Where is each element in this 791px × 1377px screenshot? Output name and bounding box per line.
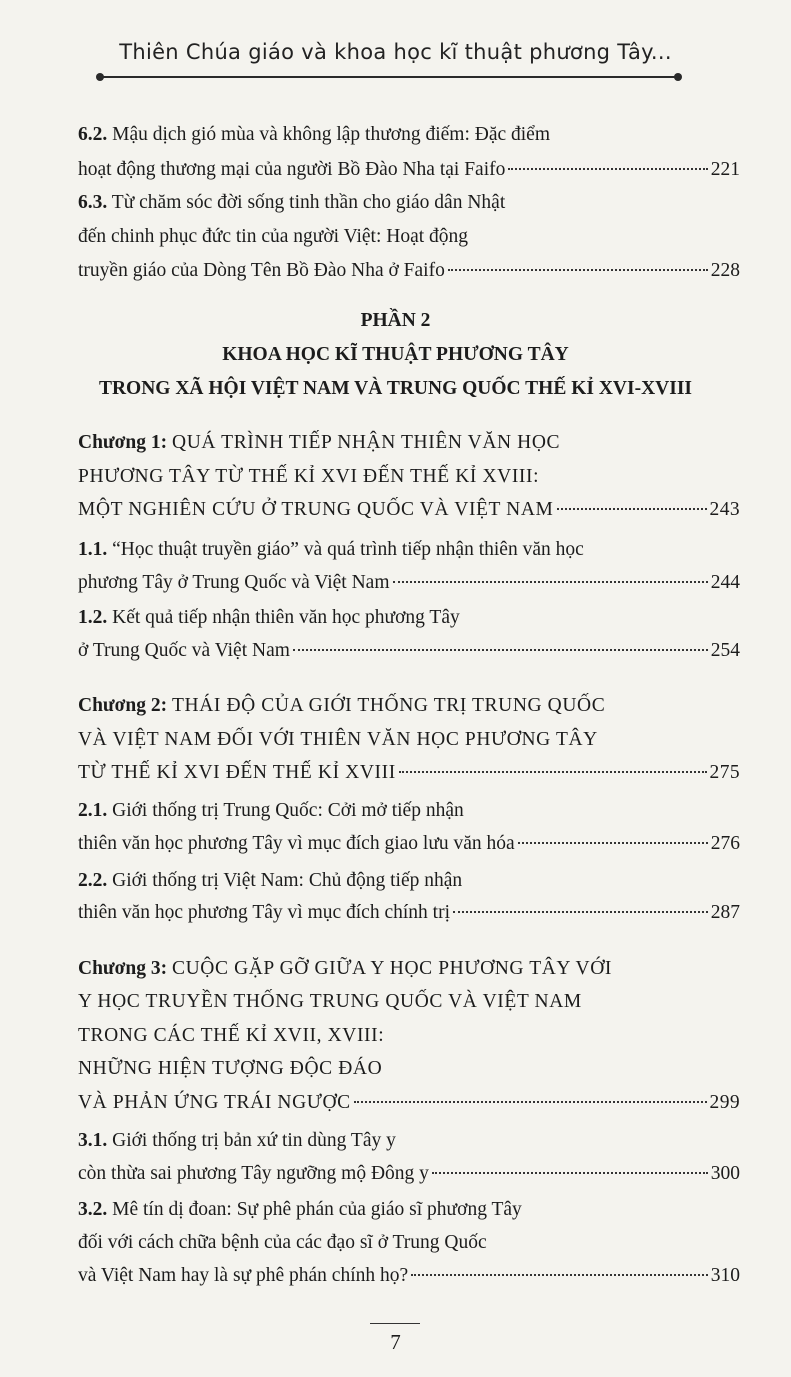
chapter-label: Chương 3: bbox=[78, 958, 168, 979]
page-ref: 243 bbox=[709, 499, 740, 520]
dot-leader bbox=[393, 581, 708, 583]
section-title-cont: còn thừa sai phương Tây ngưỡng mộ Đông y bbox=[78, 1163, 429, 1184]
toc-chapter-3-line4 bbox=[78, 1054, 740, 1084]
section-title: “Học thuật truyền giáo” và quá trình tiếp nhận thiên văn học bbox=[112, 539, 584, 560]
chapter-title-cont: MỘT NGHIÊN CỨU Ở TRUNG QUỐC VÀ VIỆT NAM bbox=[78, 499, 554, 520]
section-title-cont: thiên văn học phương Tây vì mục đích giao lưu văn hóa bbox=[78, 833, 515, 854]
dot-leader bbox=[399, 771, 707, 773]
dot-leader bbox=[557, 508, 707, 510]
page-ref: 276 bbox=[710, 833, 740, 854]
toc-entry-3-2-line3 bbox=[78, 1261, 740, 1291]
section-title-cont: hoạt động thương mại của người Bồ Đào Nha tại Faifo bbox=[78, 159, 506, 180]
section-number: 6.2. bbox=[78, 124, 108, 145]
chapter-title-cont: NHỮNG HIỆN TƯỢNG ĐỘC ĐÁO bbox=[78, 1058, 383, 1079]
toc-entry-3-2-line2 bbox=[78, 1228, 740, 1258]
dot-leader bbox=[411, 1274, 708, 1276]
toc-chapter-2-line3 bbox=[78, 758, 740, 788]
chapter-title-cont: TỪ THẾ KỈ XVI ĐẾN THẾ KỈ XVIII bbox=[78, 762, 396, 783]
section-title-cont: phương Tây ở Trung Quốc và Việt Nam bbox=[78, 572, 390, 593]
page-ref: 299 bbox=[709, 1092, 740, 1113]
section-title-cont: đối với cách chữa bệnh của các đạo sĩ ở Trung Quốc bbox=[78, 1232, 487, 1253]
chapter-title-cont: VÀ VIỆT NAM ĐỐI VỚI THIÊN VĂN HỌC PHƯƠNG TÂY bbox=[78, 729, 598, 750]
part-title-line1: KHOA HỌC KĨ THUẬT PHƯƠNG TÂY bbox=[222, 344, 569, 365]
toc-entry-6-3-line3 bbox=[78, 256, 740, 286]
page-number: 7 bbox=[390, 1330, 401, 1354]
chapter-title: THÁI ĐỘ CỦA GIỚI THỐNG TRỊ TRUNG QUỐC bbox=[172, 695, 606, 716]
chapter-title: QUÁ TRÌNH TIẾP NHẬN THIÊN VĂN HỌC bbox=[172, 432, 561, 453]
section-number: 3.1. bbox=[78, 1130, 108, 1151]
dot-leader bbox=[432, 1172, 708, 1174]
running-header: Thiên Chúa giáo và khoa học kĩ thuật phương Tây... bbox=[119, 40, 672, 64]
toc-entry-1-1-line1 bbox=[78, 535, 740, 565]
toc-entry-3-2-line1 bbox=[78, 1195, 740, 1225]
section-title: Mê tín dị đoan: Sự phê phán của giáo sĩ phương Tây bbox=[112, 1199, 522, 1220]
chapter-title: CUỘC GẶP GỠ GIỮA Y HỌC PHƯƠNG TÂY VỚI bbox=[172, 958, 612, 979]
chapter-title-cont: TRONG CÁC THẾ KỈ XVII, XVIII: bbox=[78, 1025, 385, 1046]
section-number: 3.2. bbox=[78, 1199, 108, 1220]
page-ref: 244 bbox=[710, 572, 740, 593]
section-title-cont: thiên văn học phương Tây vì mục đích chính trị bbox=[78, 902, 450, 923]
section-title-cont: truyền giáo của Dòng Tên Bồ Đào Nha ở Faifo bbox=[78, 260, 445, 281]
section-title-cont: và Việt Nam hay là sự phê phán chính họ? bbox=[78, 1265, 409, 1286]
page-ref: 275 bbox=[709, 762, 740, 783]
toc-entry-2-1-line1 bbox=[78, 796, 740, 826]
chapter-label: Chương 1: bbox=[78, 432, 168, 453]
dot-leader bbox=[508, 168, 707, 170]
dot-leader bbox=[518, 842, 708, 844]
section-title: Kết quả tiếp nhận thiên văn học phương Tây bbox=[112, 607, 460, 628]
chapter-title-cont: VÀ PHẢN ỨNG TRÁI NGƯỢC bbox=[78, 1092, 351, 1113]
page-ref: 254 bbox=[710, 640, 740, 661]
toc-entry-6-3-line1 bbox=[78, 188, 740, 218]
section-title-cont: đến chinh phục đức tin của người Việt: Hoạt động bbox=[78, 226, 469, 247]
dot-leader bbox=[293, 649, 708, 651]
section-title-cont: ở Trung Quốc và Việt Nam bbox=[78, 640, 290, 661]
toc-chapter-3-line2 bbox=[78, 987, 740, 1017]
section-number: 1.2. bbox=[78, 607, 108, 628]
toc-entry-1-1-line2 bbox=[78, 568, 740, 598]
page-ref: 228 bbox=[710, 260, 740, 281]
toc-chapter-1-line2 bbox=[78, 462, 740, 492]
page-ref: 221 bbox=[710, 159, 740, 180]
section-title: Giới thống trị Việt Nam: Chủ động tiếp nhận bbox=[112, 870, 463, 891]
toc-chapter-2-line1 bbox=[78, 691, 740, 721]
toc-chapter-1-line3 bbox=[78, 495, 740, 525]
section-title: Giới thống trị bản xứ tin dùng Tây y bbox=[112, 1130, 396, 1151]
part-label: PHẦN 2 bbox=[360, 310, 431, 331]
footer-rule bbox=[370, 1323, 420, 1324]
toc-chapter-3-line3 bbox=[78, 1021, 740, 1051]
toc-entry-2-2-line2 bbox=[78, 898, 740, 928]
dot-leader bbox=[453, 911, 708, 913]
chapter-title-cont: Y HỌC TRUYỀN THỐNG TRUNG QUỐC VÀ VIỆT NAM bbox=[78, 991, 582, 1012]
toc-chapter-2-line2 bbox=[78, 725, 740, 755]
page-ref: 310 bbox=[710, 1265, 740, 1286]
section-number: 6.3. bbox=[78, 192, 108, 213]
toc-entry-6-2-line2 bbox=[78, 155, 740, 185]
toc-entry-3-1-line1 bbox=[78, 1126, 740, 1156]
section-title: Từ chăm sóc đời sống tinh thần cho giáo dân Nhật bbox=[111, 192, 506, 213]
toc-entry-2-1-line2 bbox=[78, 829, 740, 859]
toc-entry-1-2-line1 bbox=[78, 603, 740, 633]
toc-entry-3-1-line2 bbox=[78, 1159, 740, 1189]
toc-entry-6-2-line1 bbox=[78, 120, 740, 150]
toc-chapter-3-line5 bbox=[78, 1088, 740, 1118]
toc-entry-6-3-line2 bbox=[78, 222, 740, 252]
section-number: 1.1. bbox=[78, 539, 108, 560]
toc-chapter-3-line1 bbox=[78, 954, 740, 984]
page-ref: 287 bbox=[710, 902, 740, 923]
section-title: Giới thống trị Trung Quốc: Cởi mở tiếp nhận bbox=[112, 800, 464, 821]
part-title-line2: TRONG XÃ HỘI VIỆT NAM VÀ TRUNG QUỐC THẾ KỈ XVI-XVIII bbox=[98, 378, 693, 399]
section-number: 2.1. bbox=[78, 800, 108, 821]
toc-chapter-1-line1 bbox=[78, 428, 740, 458]
toc-entry-2-2-line1 bbox=[78, 866, 740, 896]
dot-leader bbox=[354, 1101, 707, 1103]
chapter-title-cont: PHƯƠNG TÂY TỪ THẾ KỈ XVI ĐẾN THẾ KỈ XVIII: bbox=[78, 466, 540, 487]
toc-entry-1-2-line2 bbox=[78, 636, 740, 666]
section-number: 2.2. bbox=[78, 870, 108, 891]
chapter-label: Chương 2: bbox=[78, 695, 168, 716]
page-ref: 300 bbox=[710, 1163, 740, 1184]
dot-leader bbox=[448, 269, 708, 271]
section-title: Mậu dịch gió mùa và không lập thương điếm: Đặc điểm bbox=[112, 124, 550, 145]
